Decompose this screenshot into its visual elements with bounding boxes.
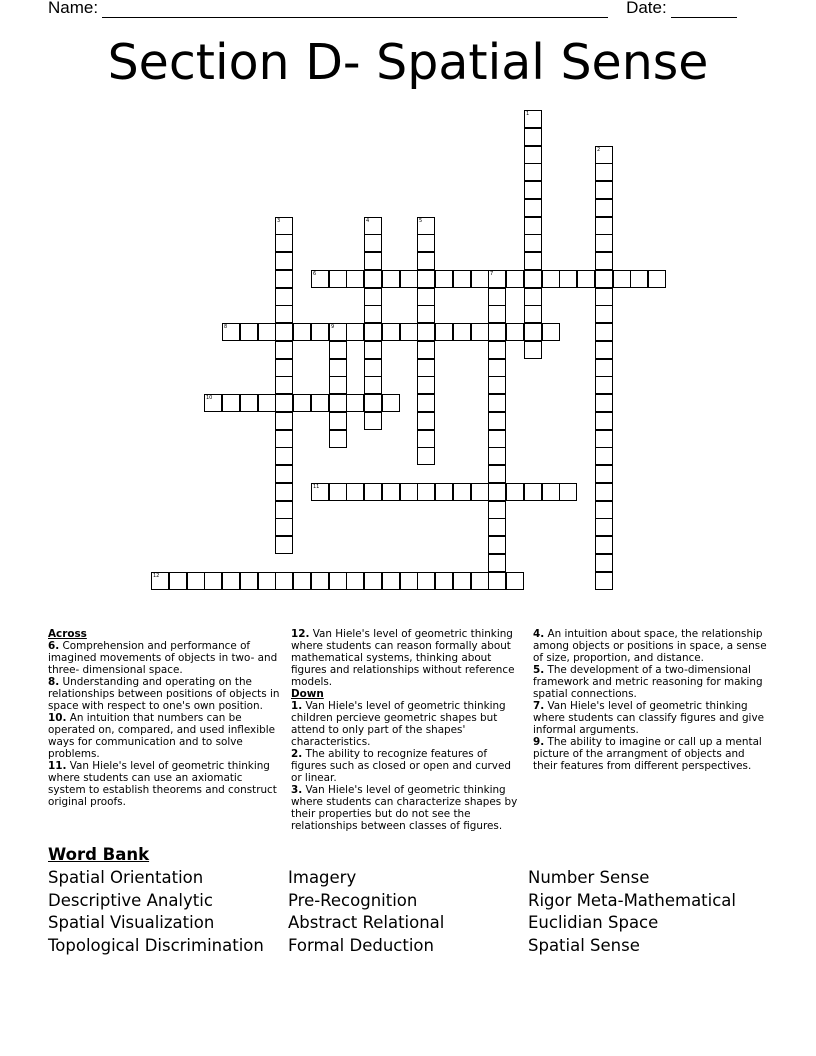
crossword-cell[interactable] — [417, 483, 435, 501]
clue-text: Van Hiele's level of geometric thinking children percieve geometric shapes but attend to only part of the shapes' characteristics. — [291, 700, 506, 748]
crossword-cell[interactable] — [258, 394, 276, 412]
crossword-cell[interactable] — [382, 483, 400, 501]
crossword-cell[interactable] — [275, 252, 293, 270]
crossword-cell[interactable] — [222, 394, 240, 412]
clue-text: The ability to recognize features of figures such as closed or open and curved or linear. — [291, 748, 511, 784]
crossword-cell[interactable] — [488, 501, 506, 519]
crossword-cell[interactable] — [595, 412, 613, 430]
word-bank-item: Spatial Visualization — [48, 913, 215, 932]
crossword-cell[interactable] — [293, 323, 311, 341]
crossword-cell[interactable] — [435, 323, 453, 341]
crossword-cell[interactable] — [222, 572, 240, 590]
crossword-cell[interactable] — [346, 572, 364, 590]
crossword-cell[interactable] — [240, 572, 258, 590]
crossword-cell[interactable] — [595, 181, 613, 199]
crossword-cell[interactable] — [488, 376, 506, 394]
crossword-cell[interactable] — [471, 270, 489, 288]
word-bank-column-2 — [288, 867, 444, 957]
crossword-cell[interactable] — [595, 376, 613, 394]
crossword-cell[interactable] — [417, 359, 435, 377]
clue-down-4 — [533, 628, 769, 664]
crossword-cell[interactable] — [275, 412, 293, 430]
crossword-cell[interactable] — [595, 518, 613, 536]
word-bank-item: Euclidian Space — [528, 913, 659, 932]
clue-down-7 — [533, 700, 769, 736]
crossword-cell[interactable] — [400, 572, 418, 590]
crossword-cell[interactable] — [258, 323, 276, 341]
crossword-cell[interactable] — [364, 359, 382, 377]
crossword-cell[interactable] — [453, 323, 471, 341]
crossword-cell[interactable] — [506, 323, 524, 341]
clue-number-label: 9 — [331, 324, 335, 330]
crossword-cell[interactable] — [471, 483, 489, 501]
crossword-cell[interactable] — [471, 323, 489, 341]
crossword-cell[interactable] — [471, 572, 489, 590]
crossword-cell[interactable] — [524, 305, 542, 323]
date-label: Date: — [626, 0, 667, 17]
crossword-cell[interactable] — [329, 341, 347, 359]
crossword-cell[interactable] — [595, 554, 613, 572]
crossword-cell[interactable] — [311, 483, 329, 501]
crossword-cell[interactable] — [275, 323, 293, 341]
crossword-cell[interactable] — [595, 199, 613, 217]
clue-down-2 — [291, 748, 521, 784]
crossword-cell[interactable] — [400, 270, 418, 288]
crossword-cell[interactable] — [417, 341, 435, 359]
crossword-cell[interactable] — [542, 483, 560, 501]
crossword-cell[interactable] — [151, 572, 169, 590]
crossword-cell[interactable] — [524, 199, 542, 217]
crossword-cell[interactable] — [417, 447, 435, 465]
clue-text: Van Hiele's level of geometric thinking where students can classify figures and give informal arguments. — [533, 700, 764, 736]
crossword-cell[interactable] — [275, 501, 293, 519]
crossword-cell[interactable] — [329, 572, 347, 590]
crossword-cell[interactable] — [275, 465, 293, 483]
crossword-cell[interactable] — [240, 394, 258, 412]
word-bank-item: Number Sense — [528, 868, 650, 887]
crossword-cell[interactable] — [524, 341, 542, 359]
word-bank-item: Formal Deduction — [288, 935, 434, 955]
crossword-cell[interactable] — [275, 305, 293, 323]
crossword-cell[interactable] — [506, 483, 524, 501]
crossword-cell[interactable] — [275, 483, 293, 501]
clue-text: An intuition that numbers can be operated on, compared, and used inflexible ways for communication and to solve problems. — [48, 712, 275, 760]
crossword-cell[interactable] — [417, 376, 435, 394]
crossword-cell[interactable] — [311, 394, 329, 412]
crossword-cell[interactable] — [595, 483, 613, 501]
crossword-cell[interactable] — [382, 323, 400, 341]
clue-number: 12. — [291, 628, 310, 640]
crossword-cell[interactable] — [417, 252, 435, 270]
crossword-cell[interactable] — [488, 305, 506, 323]
crossword-cell[interactable] — [524, 288, 542, 306]
crossword-cell[interactable] — [346, 323, 364, 341]
clue-text: Comprehension and performance of imagined movements of objects in two- and three- dimensional space. — [48, 640, 278, 676]
word-bank-item: Pre-Recognition — [288, 890, 418, 910]
crossword-cell[interactable] — [293, 394, 311, 412]
crossword-cell[interactable] — [364, 483, 382, 501]
crossword-cell[interactable] — [204, 394, 222, 412]
crossword-cell[interactable] — [187, 572, 205, 590]
crossword-cell[interactable] — [577, 270, 595, 288]
crossword-cell[interactable] — [382, 270, 400, 288]
crossword-cell[interactable] — [400, 483, 418, 501]
crossword-cell[interactable] — [488, 288, 506, 306]
crossword-cell[interactable] — [311, 270, 329, 288]
clue-number: 6. — [48, 640, 60, 652]
clue-number-label: 8 — [224, 324, 228, 330]
crossword-cell[interactable] — [488, 394, 506, 412]
clue-number-label: 4 — [366, 218, 370, 224]
crossword-cell[interactable] — [648, 270, 666, 288]
crossword-cell[interactable] — [542, 323, 560, 341]
crossword-cell[interactable] — [595, 146, 613, 164]
word-bank-item: Descriptive Analytic — [48, 890, 213, 910]
crossword-cell[interactable] — [524, 163, 542, 181]
crossword-cell[interactable] — [524, 217, 542, 235]
crossword-cell[interactable] — [364, 234, 382, 252]
crossword-cell[interactable] — [364, 305, 382, 323]
crossword-cell[interactable] — [275, 394, 293, 412]
word-bank-item: Topological Discrimination — [48, 935, 264, 955]
crossword-cell[interactable] — [275, 359, 293, 377]
crossword-cell[interactable] — [435, 270, 453, 288]
crossword-cell[interactable] — [453, 572, 471, 590]
crossword-cell[interactable] — [275, 376, 293, 394]
crossword-cell[interactable] — [329, 483, 347, 501]
crossword-cell[interactable] — [364, 341, 382, 359]
crossword-cell[interactable] — [488, 341, 506, 359]
clue-number: 8. — [48, 676, 60, 688]
crossword-cell[interactable] — [435, 483, 453, 501]
clue-number: 4. — [533, 628, 545, 640]
crossword-cell[interactable] — [364, 323, 382, 341]
word-bank-column-1 — [48, 867, 264, 957]
name-field[interactable] — [102, 1, 608, 18]
crossword-cell[interactable] — [488, 465, 506, 483]
crossword-cell[interactable] — [524, 483, 542, 501]
crossword-cell[interactable] — [346, 394, 364, 412]
crossword-cell[interactable] — [364, 288, 382, 306]
word-bank-title: Word Bank — [48, 845, 150, 864]
clue-across-11 — [48, 760, 282, 808]
crossword-cell[interactable] — [453, 270, 471, 288]
crossword-cell[interactable] — [524, 323, 542, 341]
crossword-cell[interactable] — [417, 305, 435, 323]
crossword-cell[interactable] — [488, 447, 506, 465]
crossword-cell[interactable] — [595, 341, 613, 359]
crossword-cell[interactable] — [275, 288, 293, 306]
crossword-cell[interactable] — [417, 288, 435, 306]
crossword-cell[interactable] — [275, 341, 293, 359]
crossword-cell[interactable] — [400, 323, 418, 341]
crossword-cell[interactable] — [364, 376, 382, 394]
clue-number-label: 7 — [490, 271, 494, 277]
crossword-cell[interactable] — [595, 234, 613, 252]
crossword-cell[interactable] — [329, 430, 347, 448]
crossword-cell[interactable] — [595, 572, 613, 590]
crossword-cell[interactable] — [417, 217, 435, 235]
crossword-cell[interactable] — [630, 270, 648, 288]
word-bank-item: Spatial Orientation — [48, 868, 204, 887]
header — [48, 0, 737, 18]
crossword-cell[interactable] — [595, 305, 613, 323]
clue-number-label: 11 — [313, 484, 320, 490]
name-label: Name: — [48, 0, 99, 17]
clue-number: 2. — [291, 748, 303, 760]
crossword-cell[interactable] — [329, 359, 347, 377]
crossword-cell[interactable] — [275, 430, 293, 448]
clue-number-label: 1 — [526, 111, 530, 117]
clues-column-2 — [291, 628, 521, 832]
crossword-cell[interactable] — [488, 270, 506, 288]
page-title: Section D- Spatial Sense — [107, 34, 709, 91]
clues-column-1 — [48, 628, 282, 808]
clue-number-label: 12 — [153, 573, 160, 579]
clue-text: The ability to imagine or call up a mental picture of the arrangment of objects and their features from different perspectives. — [533, 736, 762, 772]
clue-across-10 — [48, 712, 282, 760]
crossword-cell[interactable] — [275, 518, 293, 536]
crossword-cell[interactable] — [346, 270, 364, 288]
crossword-cell[interactable] — [595, 536, 613, 554]
crossword-cell[interactable] — [595, 359, 613, 377]
crossword-cell[interactable] — [595, 394, 613, 412]
word-bank-item: Spatial Sense — [528, 935, 640, 955]
crossword-cell[interactable] — [595, 501, 613, 519]
crossword-cell[interactable] — [595, 217, 613, 235]
crossword-cell[interactable] — [204, 572, 222, 590]
crossword-cell[interactable] — [417, 430, 435, 448]
clue-down-1 — [291, 700, 521, 748]
crossword-cell[interactable] — [417, 323, 435, 341]
crossword-cell[interactable] — [595, 465, 613, 483]
crossword-cell[interactable] — [275, 234, 293, 252]
word-bank-item: Abstract Relational — [288, 913, 445, 932]
clue-number: 5. — [533, 664, 545, 676]
date-field[interactable] — [671, 1, 737, 18]
crossword-cell[interactable] — [524, 181, 542, 199]
crossword-cell[interactable] — [240, 323, 258, 341]
crossword-cell[interactable] — [595, 270, 613, 288]
crossword-cell[interactable] — [488, 554, 506, 572]
crossword-cell[interactable] — [559, 270, 577, 288]
crossword-cell[interactable] — [222, 323, 240, 341]
crossword-cell[interactable] — [364, 252, 382, 270]
crossword-cell[interactable] — [275, 217, 293, 235]
crossword-cell[interactable] — [595, 288, 613, 306]
crossword-cell[interactable] — [364, 217, 382, 235]
crossword-cell[interactable] — [506, 572, 524, 590]
crossword-cell[interactable] — [595, 323, 613, 341]
crossword-cell[interactable] — [311, 572, 329, 590]
clue-text: An intuition about space, the relationship among objects or positions in space, a sense of size, proportion, and distance. — [533, 628, 767, 664]
crossword-cell[interactable] — [329, 394, 347, 412]
crossword-cell[interactable] — [488, 359, 506, 377]
crossword-cell[interactable] — [329, 412, 347, 430]
crossword-cell[interactable] — [506, 270, 524, 288]
word-bank-column-3 — [528, 867, 736, 957]
crossword-cell[interactable] — [488, 412, 506, 430]
clue-number: 3. — [291, 784, 303, 796]
clue-number: 7. — [533, 700, 545, 712]
clue-down-3 — [291, 784, 521, 832]
crossword-cell[interactable] — [329, 270, 347, 288]
crossword-cell[interactable] — [542, 270, 560, 288]
crossword-cell[interactable] — [488, 518, 506, 536]
word-bank-item: Imagery — [288, 868, 357, 887]
crossword-cell[interactable] — [169, 572, 187, 590]
crossword-cell[interactable] — [364, 394, 382, 412]
crossword-cell[interactable] — [595, 252, 613, 270]
crossword-cell[interactable] — [435, 572, 453, 590]
crossword-cell[interactable] — [524, 128, 542, 146]
crossword-cell[interactable] — [364, 412, 382, 430]
clue-number-label: 6 — [313, 271, 317, 277]
crossword-cell[interactable] — [595, 430, 613, 448]
clue-text: The development of a two-dimensional framework and metric reasoning for making spatial connections. — [533, 664, 763, 700]
crossword-cell[interactable] — [311, 323, 329, 341]
crossword-cell[interactable] — [595, 163, 613, 181]
crossword-cell[interactable] — [346, 483, 364, 501]
clue-number-label: 3 — [277, 218, 281, 224]
crossword-cell[interactable] — [417, 572, 435, 590]
crossword-cell[interactable] — [524, 234, 542, 252]
crossword-cell[interactable] — [275, 572, 293, 590]
clue-number: 9. — [533, 736, 545, 748]
clue-number-label: 2 — [597, 147, 601, 153]
crossword-cell[interactable] — [275, 447, 293, 465]
clue-text: Van Hiele's level of geometric thinking where students can use an axiomatic system to establish theorems and construct original proofs. — [48, 760, 277, 808]
clue-down-5 — [533, 664, 769, 700]
crossword-cell[interactable] — [382, 394, 400, 412]
crossword-cell[interactable] — [329, 376, 347, 394]
clue-across-6 — [48, 640, 282, 676]
crossword-cell[interactable] — [417, 270, 435, 288]
clue-number: 11. — [48, 760, 67, 772]
crossword-cell[interactable] — [595, 447, 613, 465]
crossword-cell[interactable] — [524, 110, 542, 128]
crossword-cell[interactable] — [417, 234, 435, 252]
crossword-cell[interactable] — [488, 536, 506, 554]
clue-text: Van Hiele's level of geometric thinking where students can characterize shapes by their properties but do not see the relationships between classes of figures. — [291, 784, 518, 832]
crossword-cell[interactable] — [364, 572, 382, 590]
crossword-cell[interactable] — [524, 146, 542, 164]
clue-number: 10. — [48, 712, 67, 724]
clue-number-label: 5 — [419, 218, 423, 224]
crossword-cell[interactable] — [417, 412, 435, 430]
crossword-cell[interactable] — [275, 270, 293, 288]
crossword-cell[interactable] — [293, 572, 311, 590]
crossword-cell[interactable] — [382, 572, 400, 590]
crossword-cell[interactable] — [524, 252, 542, 270]
clue-number: 1. — [291, 700, 303, 712]
crossword-cell[interactable] — [488, 323, 506, 341]
crossword-cell[interactable] — [559, 483, 577, 501]
crossword-cell[interactable] — [258, 572, 276, 590]
word-bank-item: Rigor Meta-Mathematical — [528, 890, 736, 910]
clue-across-12 — [291, 628, 521, 688]
crossword-cell[interactable] — [364, 270, 382, 288]
clues-column-3 — [533, 628, 769, 772]
crossword-cell[interactable] — [488, 430, 506, 448]
crossword-cell[interactable] — [613, 270, 631, 288]
crossword-cell[interactable] — [524, 270, 542, 288]
across-heading: Across — [48, 628, 87, 640]
crossword-cell[interactable] — [453, 483, 471, 501]
crossword-cell[interactable] — [488, 572, 506, 590]
crossword-cell[interactable] — [417, 394, 435, 412]
clue-number-label: 10 — [206, 395, 213, 401]
crossword-cell[interactable] — [329, 323, 347, 341]
clue-down-9 — [533, 736, 769, 772]
clue-across-8 — [48, 676, 282, 712]
down-heading: Down — [291, 688, 324, 700]
clue-text: Van Hiele's level of geometric thinking where students can reason formally about mathematical systems, thinking about figures and relationships without reference models. — [291, 628, 515, 688]
crossword-cell[interactable] — [488, 483, 506, 501]
clue-text: Understanding and operating on the relationships between positions of objects in space with respect to one's own position. — [48, 676, 280, 712]
crossword-cell[interactable] — [275, 536, 293, 554]
